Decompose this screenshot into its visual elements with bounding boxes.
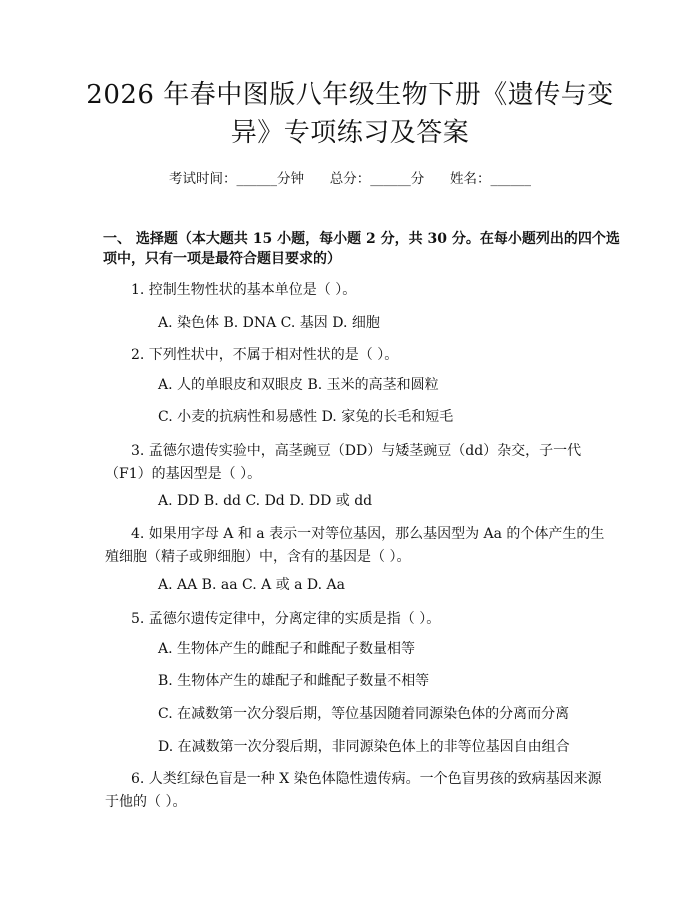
question-2-options-line-2: C. 小麦的抗病性和易感性 D. 家兔的长毛和短毛 <box>158 409 454 425</box>
question-2: 2. 下列性状中，不属于相对性状的是（ ）。 <box>131 347 399 363</box>
exam-meta-line: 考试时间：______分钟 总分：______分 姓名：______ <box>169 171 531 187</box>
question-5-option-c: C. 在减数第一次分裂后期，等位基因随着同源染色体的分离而分离 <box>158 706 570 722</box>
question-3-options: A. DD B. dd C. Dd D. DD 或 dd <box>158 493 373 509</box>
question-6: 6. 人类红绿色盲是一种 X 染色体隐性遗传病。一个色盲男孩的致病基因来源于他的（ ）。 <box>105 771 602 810</box>
question-2-options-line-1: A. 人的单眼皮和双眼皮 B. 玉米的高茎和圆粒 <box>158 377 439 393</box>
question-4-options: A. AA B. aa C. A 或 a D. Aa <box>158 577 346 593</box>
document-title <box>60 76 640 152</box>
question-5-option-b: B. 生物体产生的雄配子和雌配子数量不相等 <box>158 673 430 689</box>
question-5-option-d: D. 在减数第一次分裂后期，非同源染色体上的非等位基因自由组合 <box>158 739 570 755</box>
title-line-2: 异》专项练习及答案 <box>230 118 470 148</box>
section-heading: 一、 选择题（本大题共 15 小题，每小题 2 分，共 30 分。在每小题列出的四个选项中，只有一项是最符合题目要求的） <box>103 231 620 267</box>
question-1: 1. 控制生物性状的基本单位是（ ）。 <box>131 282 357 298</box>
title-line-1: 2026 年春中图版八年级生物下册《遗传与变 <box>86 80 614 110</box>
question-1-options: A. 染色体 B. DNA C. 基因 D. 细胞 <box>158 315 380 331</box>
question-3: 3. 孟德尔遗传实验中，高茎豌豆（DD）与矮茎豌豆（dd）杂交，子一代（F1）的基因型是（ ）。 <box>105 443 582 482</box>
question-4: 4. 如果用字母 A 和 a 表示一对等位基因，那么基因型为 Aa 的个体产生的生殖细胞（精子或卵细胞）中，含有的基因是（ ）。 <box>105 526 605 565</box>
question-5: 5. 孟德尔遗传定律中，分离定律的实质是指（ ）。 <box>131 611 441 627</box>
question-5-option-a: A. 生物体产生的雌配子和雌配子数量相等 <box>158 641 416 657</box>
